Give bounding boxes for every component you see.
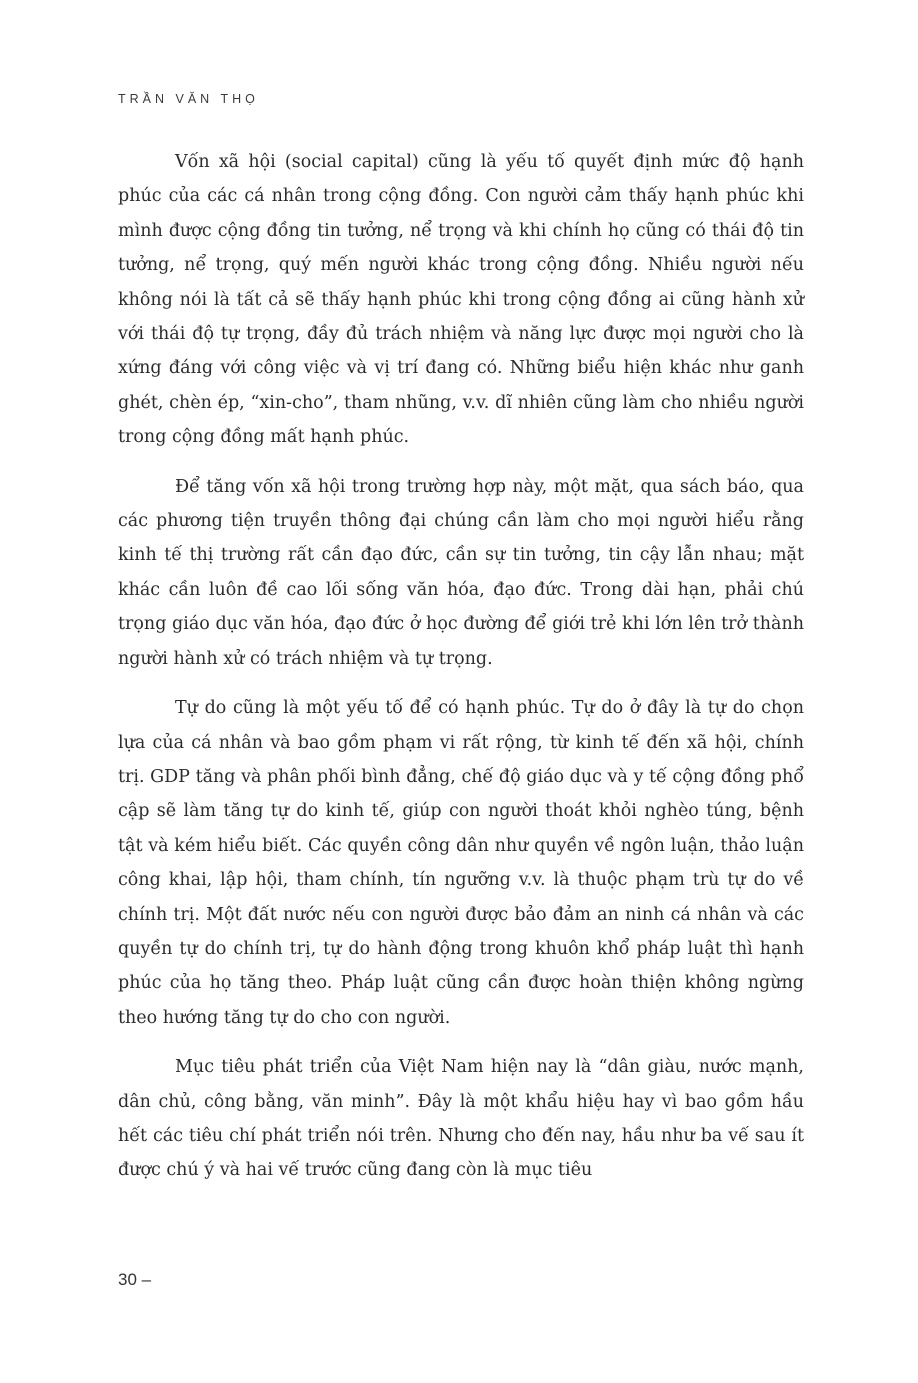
paragraph-freedom: Tự do cũng là một yếu tố để có hạnh phúc. Tự do ở đây là tự do chọn lựa của cá nhân và bao gồm phạm vi rất rộng, từ kinh tế đến xã hội, chính trị. GDP tăng và phân phối bình đẳng, chế độ giáo dục và y tế cộng đồng phổ cập sẽ làm tăng tự do kinh tế, giúp con người thoát khỏi nghèo túng, bệnh tật và kém hiểu biết. Các quyền công dân như quyền về ngôn luận, thảo luận công khai, lập hội, tham chính, tín ngưỡng v.v. là thuộc phạm trù tự do về chính trị. Một đất nước nếu con người được bảo đảm an ninh cá nhân và các quyền tự do chính trị, tự do hành động trong khuôn khổ pháp luật thì hạnh phúc của họ tăng theo. Pháp luật cũng cần được hoàn thiện không ngừng theo hướng tăng tự do cho con người. (118, 698, 804, 1028)
body-text (118, 145, 804, 1188)
paragraph-social-capital: Vốn xã hội (social capital) cũng là yếu tố quyết định mức độ hạnh phúc của các cá nhân trong cộng đồng. Con người cảm thấy hạnh phúc khi mình được cộng đồng tin tưởng, nể trọng và khi chính họ cũng có thái độ tin tưởng, nể trọng, quý mến người khác trong cộng đồng. Nhiều người nếu không nói là tất cả sẽ thấy hạnh phúc khi trong cộng đồng ai cũng hành xử với thái độ tự trọng, đầy đủ trách nhiệm và năng lực được mọi người cho là xứng đáng với công việc và vị trí đang có. Những biểu hiện khác như ganh ghét, chèn ép, “xin-cho”, tham nhũng, v.v. dĩ nhiên cũng làm cho nhiều người trong cộng đồng mất hạnh phúc. (118, 152, 804, 448)
paragraph-vietnam-goals: Mục tiêu phát triển của Việt Nam hiện nay là “dân giàu, nước mạnh, dân chủ, công bằng, văn minh”. Đây là một khẩu hiệu hay vì bao gồm hầu hết các tiêu chí phát triển nói trên. Nhưng cho đến nay, hầu như ba vế sau ít được chú ý và hai vế trước cũng đang còn là mục tiêu (118, 1057, 804, 1181)
running-head-author: TRẦN VĂN THỌ (118, 92, 259, 106)
paragraph-increase-social-capital: Để tăng vốn xã hội trong trường hợp này, một mặt, qua sách báo, qua các phương tiện truyền thông đại chúng cần làm cho mọi người hiểu rằng kinh tế thị trường rất cần đạo đức, cần sự tin tưởng, tin cậy lẫn nhau; mặt khác cần luôn đề cao lối sống văn hóa, đạo đức. Trong dài hạn, phải chú trọng giáo dục văn hóa, đạo đức ở học đường để giới trẻ khi lớn lên trở thành người hành xử có trách nhiệm và tự trọng. (118, 476, 804, 669)
page-number: 30 – (118, 1270, 152, 1289)
